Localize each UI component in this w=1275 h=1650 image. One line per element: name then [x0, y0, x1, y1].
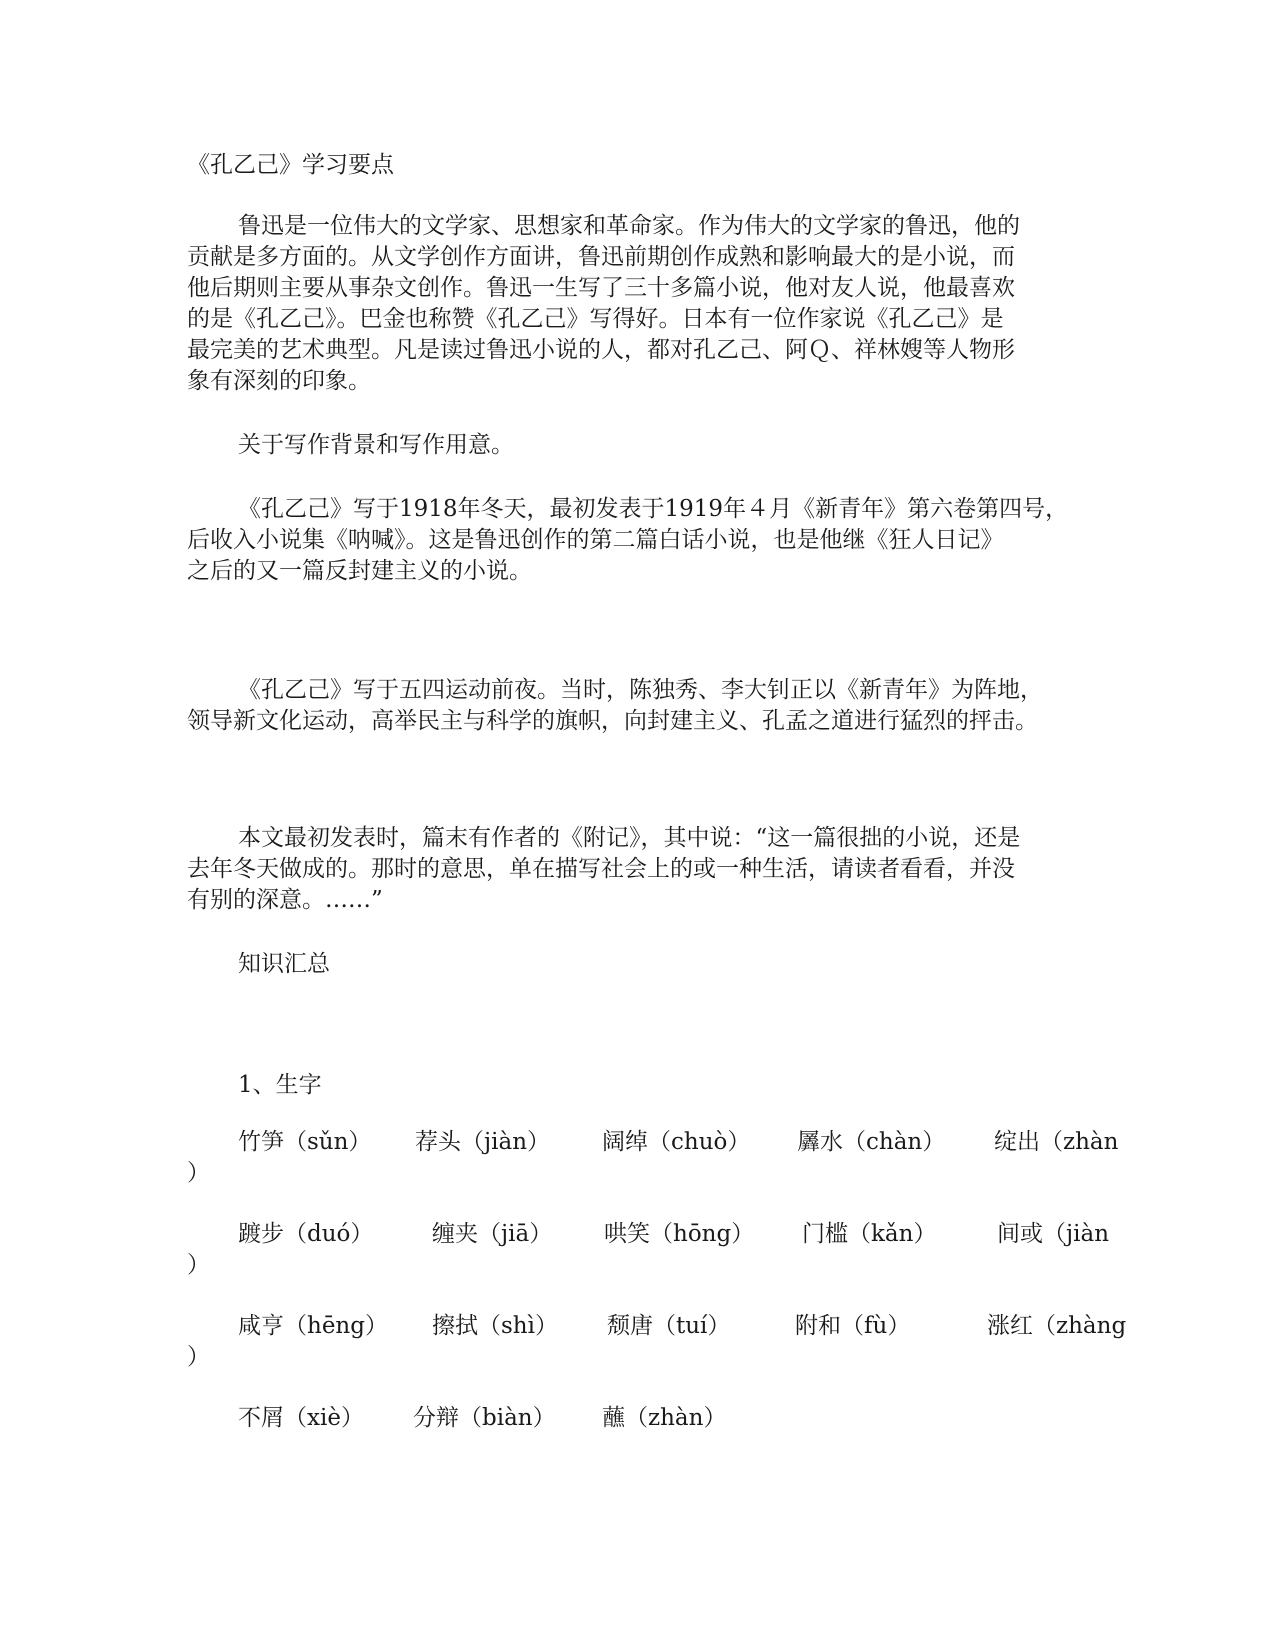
paragraph-may-fourth — [187, 675, 1043, 737]
paragraph-line: 后收入小说集《呐喊》。这是鲁迅创作的第二篇白话小说，也是他继《狂人日记》 — [187, 527, 1004, 553]
summary-heading: 知识汇总 — [238, 951, 330, 977]
vocab-item: 颓唐（tuí） — [607, 1313, 731, 1339]
vocab-item: 哄笑（hōng） — [604, 1221, 755, 1247]
paragraph-line: 他后期则主要从事杂文创作。鲁迅一生写了三十多篇小说，他对友人说，他最喜欢 — [187, 275, 1015, 301]
vocab-item: 咸亨（hēng） — [238, 1313, 388, 1339]
vocab-item: 擦拭（shì） — [432, 1313, 558, 1339]
paragraph-line: 领导新文化运动，高举民主与科学的旗帜，向封建主义、孔孟之道进行猛烈的抨击。 — [187, 708, 1038, 734]
vocab-item: 分辩（biàn） — [413, 1405, 556, 1431]
vocab-row — [0, 1311, 1275, 1373]
paragraph-line: 《孔乙己》写于五四运动前夜。当时，陈独秀、李大钊正以《新青年》为阵地， — [238, 677, 1043, 703]
paragraph-line: 之后的又一篇反封建主义的小说。 — [187, 558, 532, 584]
paragraph-line: 的是《孔乙己》。巴金也称赞《孔乙己》写得好。日本有一位作家说《孔乙己》是 — [187, 306, 1004, 332]
paragraph-background-heading: 关于写作背景和写作用意。 — [238, 432, 514, 458]
vocab-row — [0, 1219, 1275, 1281]
paragraph-line: 《孔乙己》写于1918年冬天，最初发表于1919年４月《新青年》第六卷第四号， — [238, 496, 1069, 522]
paragraph-afterword — [187, 823, 1020, 916]
paragraph-line: 象有深刻的印象。 — [187, 368, 371, 394]
paragraph-line: 贡献是多方面的。从文学创作方面讲，鲁迅前期创作成熟和影响最大的是小说，而 — [187, 244, 1015, 270]
vocab-wrap-paren: ） — [187, 1160, 210, 1186]
vocab-item: 门槛（kǎn） — [802, 1221, 937, 1247]
vocab-item: 竹笋（sǔn） — [238, 1129, 372, 1155]
vocab-wrap-paren: ） — [187, 1252, 210, 1278]
vocab-item: 绽出（zhàn — [994, 1129, 1119, 1155]
section-heading-new-characters: 1、生字 — [238, 1072, 322, 1098]
paragraph-line: 有别的深意。……” — [187, 887, 383, 913]
vocab-item: 缠夹（jiā） — [432, 1221, 553, 1247]
vocab-item: 踱步（duó） — [238, 1221, 374, 1247]
paragraph-lu-xun-intro — [187, 211, 1020, 397]
vocab-row — [0, 1127, 1275, 1189]
vocab-row — [0, 1403, 1275, 1465]
paragraph-line: 本文最初发表时，篇末有作者的《附记》，其中说：“这一篇很拙的小说，还是 — [238, 825, 1021, 851]
paragraph-line: 最完美的艺术典型。凡是读过鲁迅小说的人，都对孔乙己、阿Ｑ、祥林嫂等人物形 — [187, 337, 1015, 363]
vocab-item: 不屑（xiè） — [238, 1405, 364, 1431]
vocab-wrap-paren: ） — [187, 1344, 210, 1370]
vocab-item: 附和（fù） — [795, 1313, 911, 1339]
paragraph-publication — [187, 494, 1068, 587]
vocab-item: 羼水（chàn） — [797, 1129, 946, 1155]
vocab-item: 间或（jiàn — [997, 1221, 1110, 1247]
vocab-item: 阔绰（chuò） — [602, 1129, 751, 1155]
vocab-item: 荐头（jiàn） — [415, 1129, 551, 1155]
vocab-item: 涨红（zhàng — [987, 1313, 1127, 1339]
document-title: 《孔乙己》学习要点 — [187, 152, 394, 178]
vocab-item: 蘸（zhàn） — [602, 1405, 727, 1431]
paragraph-line: 去年冬天做成的。那时的意思，单在描写社会上的或一种生活，请读者看看，并没 — [187, 856, 1015, 882]
paragraph-line: 鲁迅是一位伟大的文学家、思想家和革命家。作为伟大的文学家的鲁迅，他的 — [238, 213, 1020, 239]
